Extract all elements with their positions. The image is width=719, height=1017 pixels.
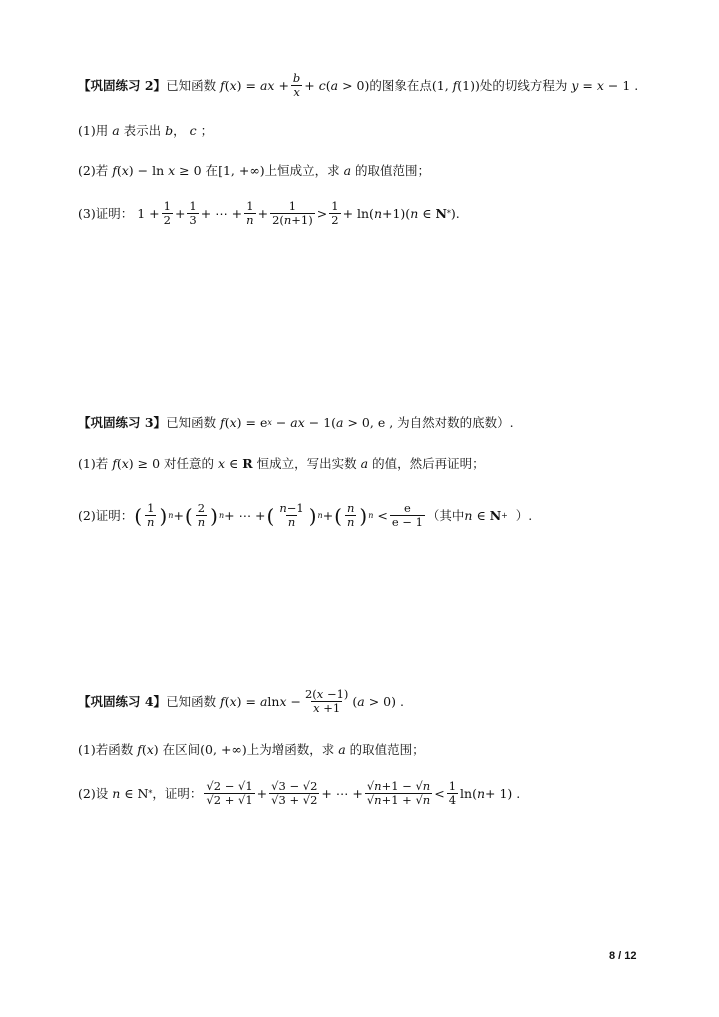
exercise-3-question-2: (2) 证明： ( $\frac{1}{n}$ ) n + ( $\frac{2}{n}$ ) n + ⋯ + ( $\frac{n-1}{n}$ ) n + ( $\frac{n}{n}$ ) n < $\frac{e}{e - 1}$ （其中 n ∈ N + ）. [78,501,533,530]
exercise-2-label: 【巩固练习 2】 [78,78,167,94]
exercise-4-question-1: (1) 若函数 f ( x ) 在区间 (0, +∞) 上为增函数，求 a 的取值范围； [78,742,425,757]
exercise-3-label: 【巩固练习 3】 [78,415,167,430]
exercise-2-question-2: (2) 若 f ( x ) − ln x ≥ 0 在 [1, +∞) 上恒成立，求 a 的取值范围； [78,163,431,178]
exercise-2-question-1: (1) 用 a 表示出 b ， c ； [78,123,214,138]
exercise-4-label: 【巩固练习 4】 [78,694,167,710]
exercise-4-question-2: (2) 设 n ∈ N * ，证明： $\frac{√2 - √1}{√2 + √1}$ + $\frac{√3 - √2}{√3 + √2}$ + ⋯ + $\frac{√n+1 - √n}{√n+1 + √n}$ < $\frac{1}{4}$ ln( n + 1) . [78,779,521,808]
exercise-2-question-3: (3) 证明： 1 + $\frac{1}{2}$ + $\frac{1}{3}$ + ⋯ + $\frac{1}{n}$ + $\frac{1}{2(n+1)}$ > $\frac{1}{2}$ + ln( n +1)( n ∈ N * ). [78,199,460,228]
exercise-2-stem: 【巩固练习 2】 已知函数 f ( x ) = ax + $\frac{b}{x}$ + c ( a > 0) 的图象在点 (1, f (1)) 处的切线方程为 y = x − 1 . [78,71,639,100]
exercise-4-stem: 【巩固练习 4】 已知函数 f ( x ) = a ln x − $\frac{2(x -1)}{x +1}$ ( a > 0) . [78,687,404,716]
exercise-3-stem: 【巩固练习 3】 已知函数 f ( x ) = e x − ax − 1( a > 0, e , 为自然对数的底数）. [78,415,514,430]
exercise-3-question-1: (1) 若 f ( x ) ≥ 0 对任意的 x ∈ R 恒成立，写出实数 a 的值，然后再证明； [78,456,485,471]
page-number: 8 / 12 [609,950,637,962]
